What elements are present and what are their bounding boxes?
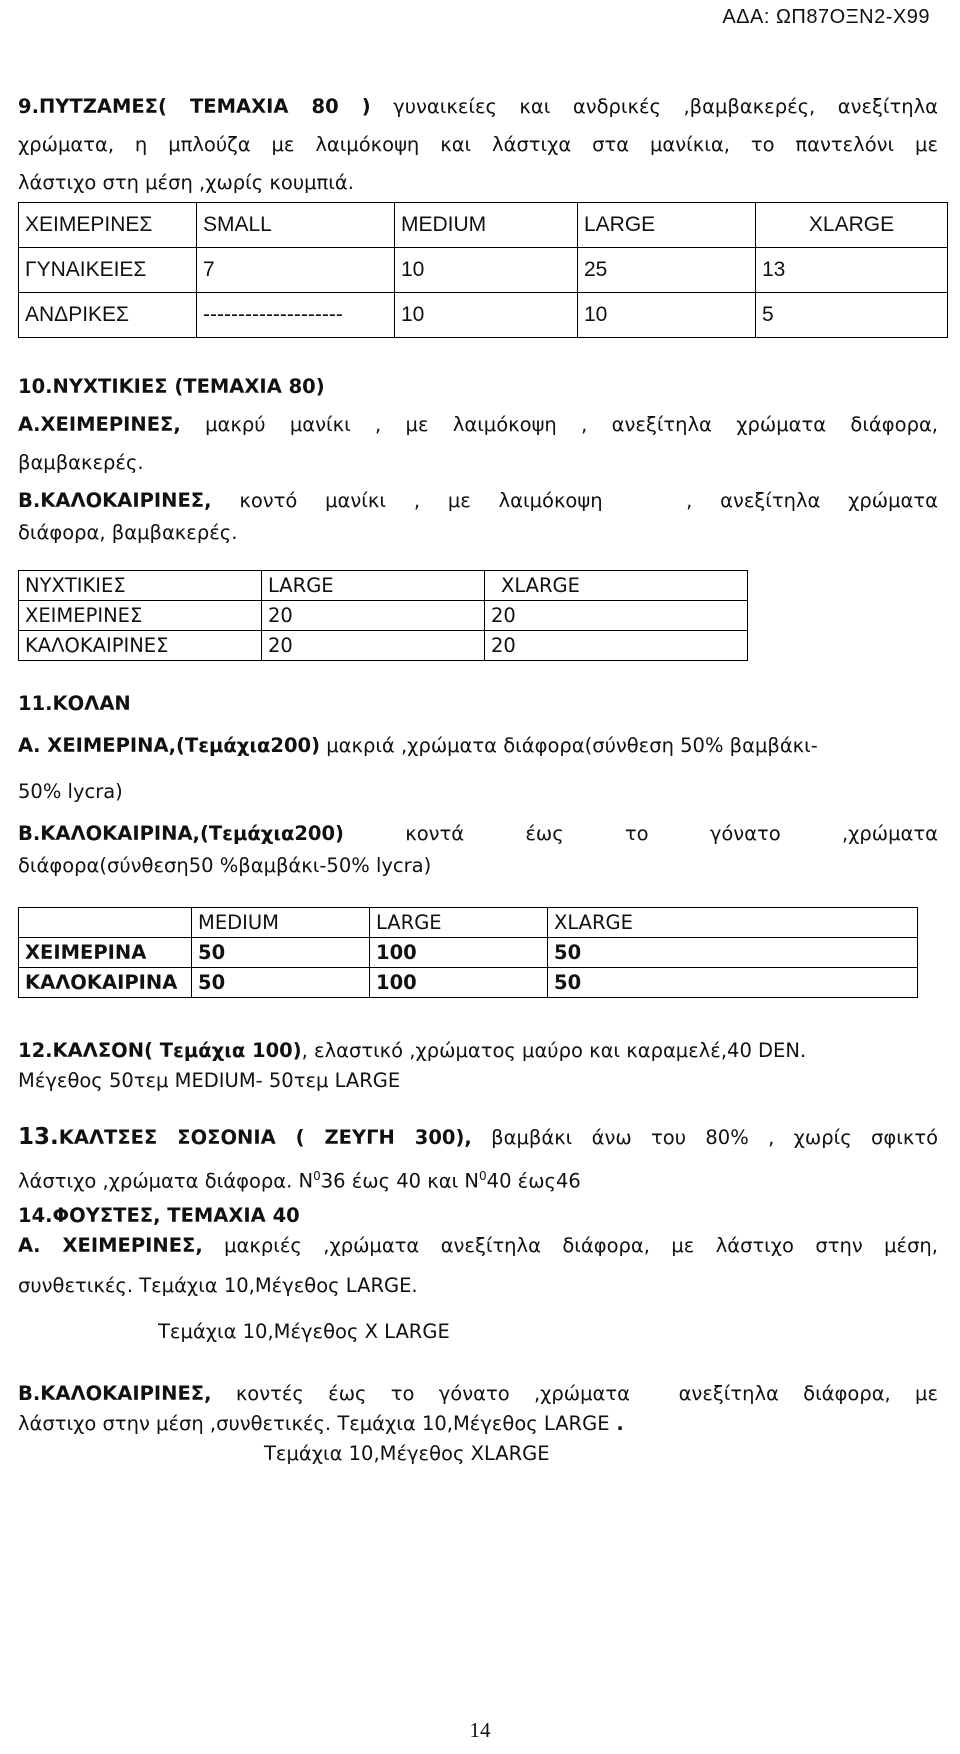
table-cell: ΧΕΙΜΕΡΙΝΕΣ xyxy=(19,203,197,248)
table-cell: 10 xyxy=(395,248,578,293)
s13-sup2: 0 xyxy=(479,1169,487,1183)
table-cell: 20 xyxy=(262,631,485,661)
s14-b-text2b: . xyxy=(609,1411,624,1435)
s13-text2c: 40 έως46 xyxy=(486,1169,581,1193)
table-cell: ΧΕΙΜΕΡΙΝΑ xyxy=(19,938,192,968)
table-cell: 13 xyxy=(756,248,948,293)
table-cell: 5 xyxy=(756,293,948,338)
table-cell: 50 xyxy=(548,968,918,998)
s14-b-text2a: λάστιχο στην μέση ,συνθετικές. Τεμάχια 10,Μέγεθος LARGE xyxy=(18,1411,610,1435)
s12-line2: Μέγεθος 50τεμ MEDIUM- 50τεμ LARGE xyxy=(18,1069,401,1092)
s10-a-label: Α.ΧΕΙΜΕΡΙΝΕΣ, xyxy=(18,413,181,436)
table-row xyxy=(19,293,948,338)
s14-b-line2 xyxy=(18,1409,938,1439)
s14-b-text: κοντές έως το γόνατο ,χρώματα ανεξίτηλα διάφορα, με xyxy=(211,1381,938,1405)
table-cell: LARGE xyxy=(262,571,485,601)
table-cell: -------------------- xyxy=(197,293,395,338)
s9-line1 xyxy=(18,88,938,126)
table-row xyxy=(19,908,918,938)
table-cell: 10 xyxy=(578,293,756,338)
ada-code: ΑΔΑ: ΩΠ87ΟΞΝ2-Χ99 xyxy=(722,6,930,28)
table-cell: 7 xyxy=(197,248,395,293)
s13-sup1: 0 xyxy=(313,1169,321,1183)
s14-b-line1 xyxy=(18,1379,938,1409)
s10-title-text: 10.ΝΥΧΤΙΚΙΕΣ (ΤΕΜΑΧΙΑ 80) xyxy=(18,375,325,398)
table-cell: ΓΥΝΑΙΚΕΙΕΣ xyxy=(19,248,197,293)
table-cell: 50 xyxy=(548,938,918,968)
page-number: 14 xyxy=(469,1718,491,1742)
s10-table xyxy=(18,570,748,661)
table-cell: ΝΥΧΤΙΚΙΕΣ xyxy=(19,571,262,601)
s10-b-text: κοντό μανίκι , με λαιμόκοψη , ανεξίτηλα χρώματα xyxy=(211,489,938,512)
table-row xyxy=(19,601,748,631)
s11-a-line2: 50% lycra) xyxy=(18,780,123,803)
s14-b-label: Β.ΚΑΛΟΚΑΙΡΙΝΕΣ, xyxy=(18,1381,212,1405)
table-cell: 20 xyxy=(485,601,748,631)
table-cell: XLARGE xyxy=(756,203,948,248)
table-cell: 20 xyxy=(262,601,485,631)
s10-b-line1 xyxy=(18,482,938,520)
s12-text: , ελαστικό ,χρώματος μαύρο και καραμελέ,40 DEN. xyxy=(301,1039,807,1062)
s14-a-text: μακριές ,χρώματα ανεξίτηλα διάφορα, με λάστιχο στην μέση, xyxy=(202,1233,938,1257)
s11-b-label: Β.ΚΑΛΟΚΑΙΡΙΝΑ,(Τεμάχια200) xyxy=(18,822,344,845)
s11-b-text: κοντά έως το γόνατο ,χρώματα xyxy=(343,822,938,845)
s12-title: 12.ΚΑΛΣΟΝ( Τεμάχια 100) xyxy=(18,1039,302,1062)
s13-line1 xyxy=(18,1118,938,1157)
s11-a-text: μακριά ,χρώματα διάφορα(σύνθεση 50% βαμβάκι- xyxy=(320,734,818,757)
table-cell: ΚΑΛΟΚΑΙΡΙΝΑ xyxy=(19,968,192,998)
table-cell: 10 xyxy=(395,293,578,338)
s13-text2b: 36 έως 40 και Ν xyxy=(320,1169,480,1193)
table-cell: LARGE xyxy=(370,908,548,938)
s14-a-line2: συνθετικές. Τεμάχια 10,Μέγεθος LARGE. xyxy=(18,1273,418,1297)
table-cell: MEDIUM xyxy=(395,203,578,248)
table-cell: XLARGE xyxy=(548,908,918,938)
s11-title-text: 11.ΚΟΛΑΝ xyxy=(18,692,131,715)
s13-num: 13. xyxy=(18,1124,59,1150)
s10-a-line2: βαμβακερές. xyxy=(18,451,144,474)
s11-a-label: Α. ΧΕΙΜΕΡΙΝΑ,(Τεμάχια200) xyxy=(18,734,320,757)
table-row xyxy=(19,631,748,661)
table-cell: XLARGE xyxy=(485,571,748,601)
s11-b-line2: διάφορα(σύνθεση50 %βαμβάκι-50% lycra) xyxy=(18,854,432,877)
table-row xyxy=(19,571,748,601)
table-cell: 100 xyxy=(370,938,548,968)
table-cell: 50 xyxy=(192,968,370,998)
s13-text2a: λάστιχο ,χρώματα διάφορα. Ν xyxy=(18,1169,314,1193)
s14-a-line1 xyxy=(18,1231,938,1261)
s9-table xyxy=(18,202,948,338)
table-row xyxy=(19,968,918,998)
s13-text: βαμβάκι άνω του 80% , χωρίς σφικτό xyxy=(471,1126,938,1149)
table-cell: ΚΑΛΟΚΑΙΡΙΝΕΣ xyxy=(19,631,262,661)
table-cell xyxy=(19,908,192,938)
table-cell: MEDIUM xyxy=(192,908,370,938)
s11-table xyxy=(18,907,918,998)
table-row xyxy=(19,203,948,248)
table-cell: 100 xyxy=(370,968,548,998)
s14-title-text: 14.ΦΟΥΣΤΕΣ, ΤΕΜΑΧΙΑ 40 xyxy=(18,1203,300,1227)
s11-title xyxy=(18,685,938,723)
table-cell: 50 xyxy=(192,938,370,968)
s10-b-line2: διάφορα, βαμβακερές. xyxy=(18,521,238,544)
table-cell: 25 xyxy=(578,248,756,293)
document-page xyxy=(18,88,938,1469)
s9-line3: λάστιχο στη μέση ,χωρίς κουμπιά. xyxy=(18,171,354,194)
s10-b-label: Β.ΚΑΛΟΚΑΙΡΙΝΕΣ, xyxy=(18,489,212,512)
s9-line1-text: γυναικείες και ανδρικές ,βαμβακερές, ανεξίτηλα xyxy=(370,95,938,118)
table-cell: SMALL xyxy=(197,203,395,248)
s14-a-line3: Τεμάχια 10,Μέγεθος Χ LARGE xyxy=(158,1319,450,1343)
s14-b-line3: Τεμάχια 10,Μέγεθος XLARGE xyxy=(264,1441,550,1465)
table-cell: LARGE xyxy=(578,203,756,248)
s12-line1 xyxy=(18,1036,938,1066)
s14-title xyxy=(18,1201,938,1231)
s14-a-label: Α. ΧΕΙΜΕΡΙΝΕΣ, xyxy=(18,1233,203,1257)
s13-title: ΚΑΛΤΣΕΣ ΣΟΣΟΝΙΑ ( ΖΕΥΓΗ 300), xyxy=(58,1126,472,1149)
table-cell: 20 xyxy=(485,631,748,661)
s11-b-line1 xyxy=(18,815,938,853)
s13-line2 xyxy=(18,1157,938,1201)
s10-a-line1 xyxy=(18,406,938,444)
s11-a-line1 xyxy=(18,723,938,769)
table-row xyxy=(19,938,918,968)
s10-title xyxy=(18,368,938,406)
table-cell: ΧΕΙΜΕΡΙΝΕΣ xyxy=(19,601,262,631)
table-row xyxy=(19,248,948,293)
table-cell: ΑΝΔΡΙΚΕΣ xyxy=(19,293,197,338)
s10-a-text: μακρύ μανίκι , με λαιμόκοψη , ανεξίτηλα χρώματα διάφορα, xyxy=(180,413,938,436)
s9-title: 9.ΠΥΤΖΑΜΕΣ( ΤΕΜΑΧΙΑ 80 ) xyxy=(18,95,371,118)
s9-line2: χρώματα, η μπλούζα με λαιμόκοψη και λάστιχα στα μανίκια, το παντελόνι με xyxy=(18,133,938,156)
